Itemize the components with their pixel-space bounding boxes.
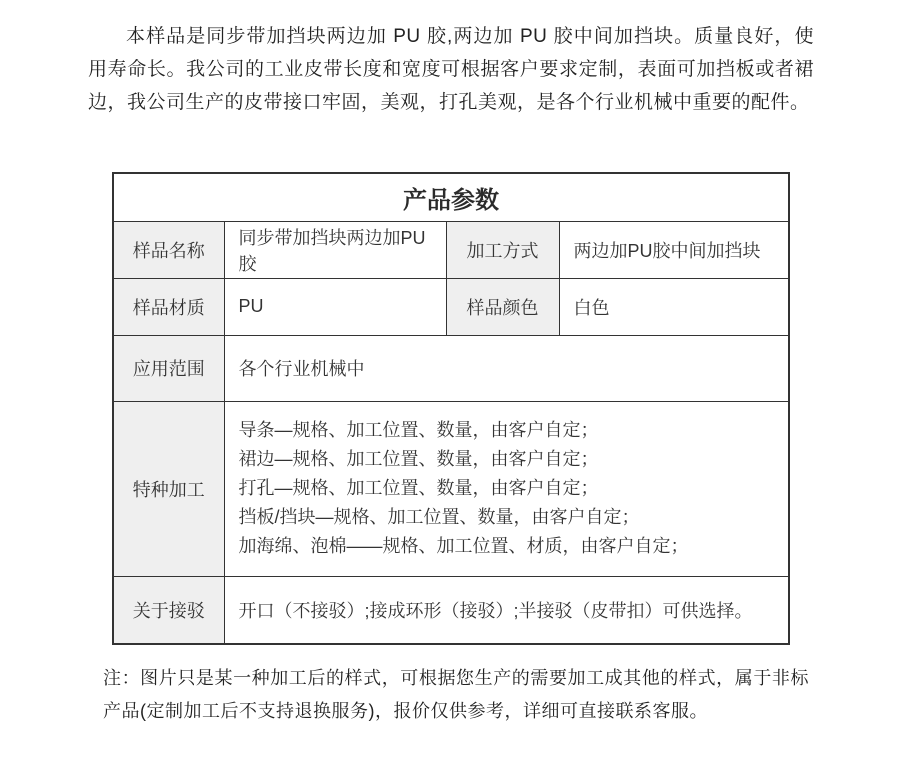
param-value-processing-method: 两边加PU胶中间加挡块 [559, 221, 789, 278]
table-row-application-scope [113, 335, 789, 401]
param-label-application-scope: 应用范围 [113, 335, 224, 401]
special-processing-line: 裙边—规格、加工位置、数量，由客户自定； [238, 449, 599, 469]
param-value-application-scope: 各个行业机械中 [224, 335, 789, 401]
special-processing-line: 导条—规格、加工位置、数量，由客户自定； [238, 420, 599, 440]
product-intro-paragraph: 本样品是同步带加挡块两边加 PU 胶,两边加 PU 胶中间加挡块。质量良好，使用寿命长。我公司的工业皮带长度和宽度可根据客户要求定制，表面可加挡板或者裙边，我公司生产的皮带接口牢固，美观，打孔美观，是各个行业机械中重要的配件。 [88, 26, 814, 113]
table-row-special-processing [113, 401, 789, 576]
param-label-joint-options: 关于接驳 [113, 576, 224, 644]
param-value-joint-options: 开口（不接驳）;接成环形（接驳）;半接驳（皮带扣）可供选择。 [224, 576, 789, 644]
param-value-special-processing [224, 401, 789, 576]
param-value-sample-name: 同步带加挡块两边加PU胶 [224, 221, 446, 278]
special-processing-lines [239, 404, 781, 573]
special-processing-line: 挡板/挡块—规格、加工位置、数量，由客户自定； [238, 507, 640, 527]
param-label-sample-color: 样品颜色 [446, 278, 559, 335]
table-row-joint-options [113, 576, 789, 644]
param-label-processing-method: 加工方式 [446, 221, 559, 278]
table-row-material-color [113, 278, 789, 335]
param-value-sample-color: 白色 [559, 278, 789, 335]
special-processing-line: 打孔—规格、加工位置、数量，由客户自定； [238, 478, 599, 498]
param-label-sample-material: 样品材质 [113, 278, 224, 335]
param-value-sample-material: PU [224, 278, 446, 335]
disclaimer-note: 注：图片只是某一种加工后的样式，可根据您生产的需要加工成其他的样式，属于非标产品(定制加工后不支持退换服务)，报价仅供参考，详细可直接联系客服。 [103, 668, 809, 721]
special-processing-line: 加海绵、泡棉——规格、加工位置、材质，由客户自定； [238, 536, 689, 556]
param-label-sample-name: 样品名称 [113, 221, 224, 278]
param-label-special-processing: 特种加工 [113, 401, 224, 576]
product-params-table [112, 172, 790, 645]
table-title-row [113, 173, 789, 221]
table-title: 产品参数 [113, 173, 789, 221]
table-row-name-method [113, 221, 789, 278]
